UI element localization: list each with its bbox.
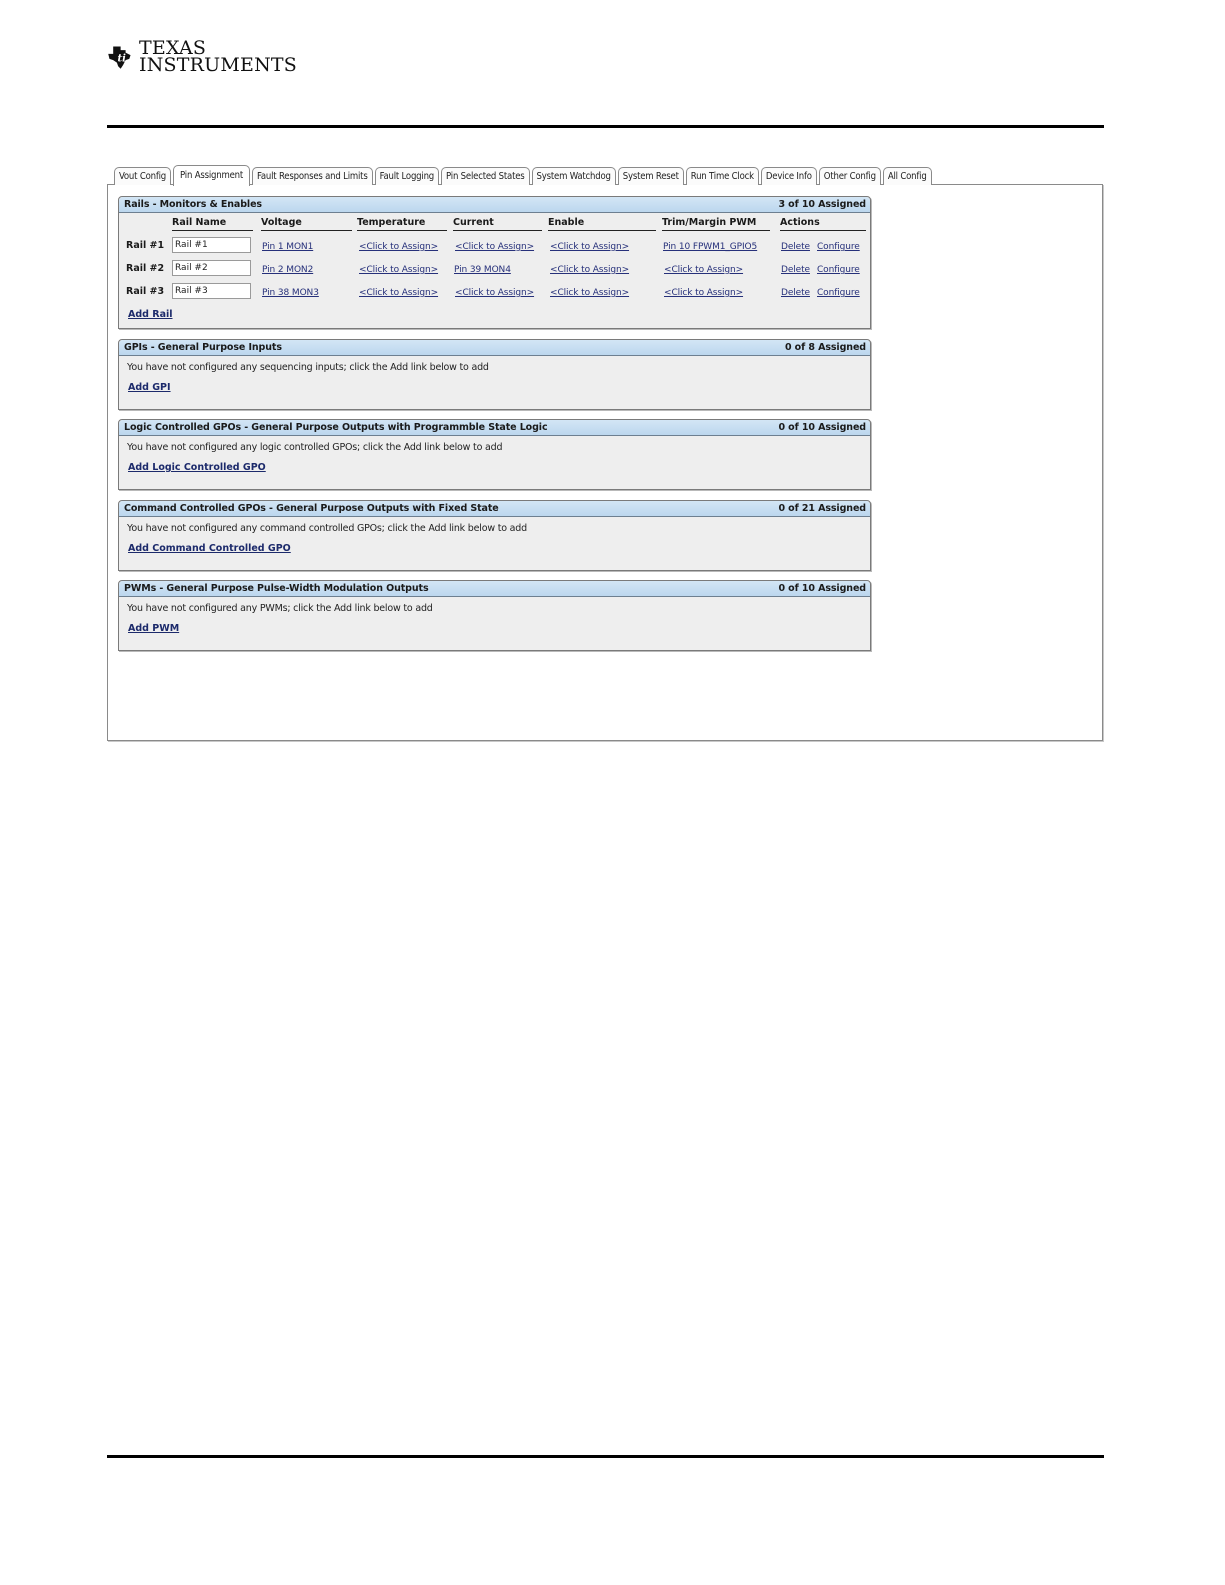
trim-margin-link[interactable]: <Click to Assign>: [664, 288, 744, 298]
ti-wordmark: [139, 37, 297, 76]
add-logic-controlled-gpo-link[interactable]: Add Logic Controlled GPO: [128, 462, 266, 473]
command-gpos-section-header: [119, 501, 870, 517]
pwms-section-title: PWMs - General Purpose Pulse-Width Modulation Outputs: [124, 583, 429, 594]
tab-pin-selected-states[interactable]: Pin Selected States: [441, 167, 530, 185]
tab-fault-responses-and-limits[interactable]: Fault Responses and Limits: [252, 167, 373, 185]
rails-section: [118, 196, 871, 329]
col-enable: Enable: [548, 216, 656, 231]
current-link[interactable]: Pin 39 MON4: [454, 265, 511, 275]
col-voltage: Voltage: [261, 216, 352, 231]
pwms-empty-message: You have not configured any PWMs; click the Add link below to add: [127, 603, 433, 614]
delete-rail-link[interactable]: Delete: [781, 242, 810, 252]
tab-vout-config[interactable]: Vout Config: [114, 167, 171, 185]
ti-logo: [107, 34, 297, 80]
col-temperature: Temperature: [357, 216, 447, 231]
brand-line-2: INSTRUMENTS: [139, 54, 297, 76]
voltage-link[interactable]: Pin 2 MON2: [262, 265, 314, 275]
configure-rail-link[interactable]: Configure: [817, 288, 860, 298]
tab-strip: [114, 165, 934, 185]
logic-gpos-section: [118, 419, 871, 490]
trim-margin-link[interactable]: <Click to Assign>: [664, 265, 744, 275]
rail-name-input[interactable]: [172, 237, 251, 253]
logic-gpos-empty-message: You have not configured any logic controlled GPOs; click the Add link below to add: [127, 442, 503, 453]
rail-name-input[interactable]: [172, 260, 251, 276]
tab-fault-logging[interactable]: Fault Logging: [375, 167, 439, 185]
logic-gpos-assigned-count: 0 of 10 Assigned: [778, 422, 866, 433]
command-gpos-assigned-count: 0 of 21 Assigned: [778, 503, 866, 514]
tab-system-reset[interactable]: System Reset: [618, 167, 684, 185]
rail-row-label: Rail #3: [126, 286, 165, 297]
col-current: Current: [453, 216, 542, 231]
command-gpos-section-title: Command Controlled GPOs - General Purpose Outputs with Fixed State: [124, 503, 499, 514]
enable-link[interactable]: <Click to Assign>: [550, 265, 630, 275]
temperature-link[interactable]: <Click to Assign>: [359, 288, 439, 298]
tab-system-watchdog[interactable]: System Watchdog: [532, 167, 616, 185]
delete-rail-link[interactable]: Delete: [781, 265, 810, 275]
rails-table: [119, 213, 870, 333]
gpis-empty-message: You have not configured any sequencing inputs; click the Add link below to add: [127, 362, 489, 373]
tab-device-info[interactable]: Device Info: [761, 167, 817, 185]
header-rule: [107, 125, 1104, 128]
col-rail-name: Rail Name: [172, 216, 253, 231]
trim-margin-link[interactable]: Pin 10 FPWM1_GPIO5: [663, 242, 758, 252]
brand-line-1: TEXAS: [139, 37, 207, 59]
enable-link[interactable]: <Click to Assign>: [550, 242, 630, 252]
svg-text:ti: ti: [117, 53, 126, 65]
rail-row-label: Rail #2: [126, 263, 165, 274]
gpis-assigned-count: 0 of 8 Assigned: [784, 342, 866, 353]
configure-rail-link[interactable]: Configure: [817, 265, 860, 275]
tab-other-config[interactable]: Other Config: [819, 167, 881, 185]
voltage-link[interactable]: Pin 38 MON3: [262, 288, 319, 298]
gpis-section-header: [119, 340, 870, 356]
add-command-controlled-gpo-link[interactable]: Add Command Controlled GPO: [128, 543, 291, 554]
enable-link[interactable]: <Click to Assign>: [550, 288, 630, 298]
footer-rule: [107, 1455, 1104, 1458]
pwms-section-header: [119, 581, 870, 597]
current-link[interactable]: <Click to Assign>: [455, 288, 535, 298]
pwms-section: [118, 580, 871, 651]
add-gpi-link[interactable]: Add GPI: [128, 382, 171, 393]
logic-gpos-section-title: Logic Controlled GPOs - General Purpose Outputs with Programmble State Logic: [124, 422, 548, 433]
ti-texas-logo-icon: [107, 36, 133, 78]
rail-name-input[interactable]: [172, 283, 251, 299]
command-gpos-section: [118, 500, 871, 571]
temperature-link[interactable]: <Click to Assign>: [359, 265, 439, 275]
logic-gpos-section-header: [119, 420, 870, 436]
rails-section-title: Rails - Monitors & Enables: [124, 199, 262, 210]
rails-section-header: [119, 197, 870, 213]
gpis-section: [118, 339, 871, 410]
gpis-section-title: GPIs - General Purpose Inputs: [124, 342, 282, 353]
tab-all-config[interactable]: All Config: [883, 167, 932, 185]
configure-rail-link[interactable]: Configure: [817, 242, 860, 252]
current-link[interactable]: <Click to Assign>: [455, 242, 535, 252]
tab-pin-assignment[interactable]: Pin Assignment: [173, 165, 250, 186]
voltage-link[interactable]: Pin 1 MON1: [262, 242, 314, 252]
rail-row-label: Rail #1: [126, 240, 165, 251]
command-gpos-empty-message: You have not configured any command controlled GPOs; click the Add link below to add: [127, 523, 527, 534]
add-pwm-link[interactable]: Add PWM: [128, 623, 180, 634]
delete-rail-link[interactable]: Delete: [781, 288, 810, 298]
temperature-link[interactable]: <Click to Assign>: [359, 242, 439, 252]
add-rail-link[interactable]: Add Rail: [128, 309, 173, 320]
col-trim-margin-pwm: Trim/Margin PWM: [662, 216, 770, 231]
rails-assigned-count: 3 of 10 Assigned: [778, 199, 866, 210]
pwms-assigned-count: 0 of 10 Assigned: [778, 583, 866, 594]
col-actions: Actions: [780, 216, 866, 231]
tab-run-time-clock[interactable]: Run Time Clock: [686, 167, 759, 185]
